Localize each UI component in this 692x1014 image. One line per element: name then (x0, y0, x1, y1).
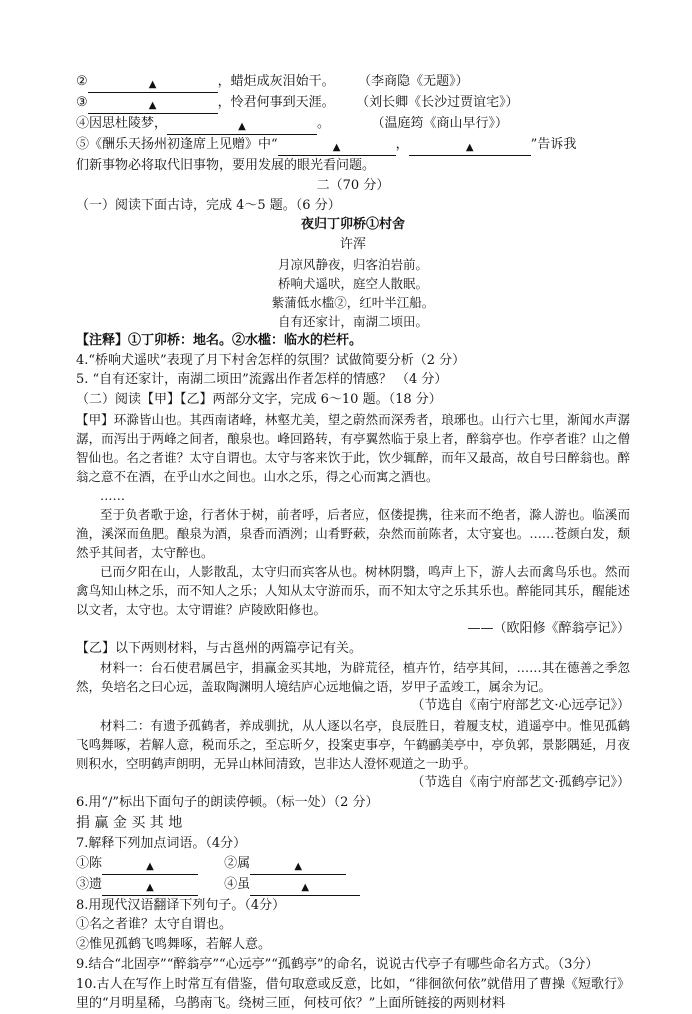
passage-jia-p1: 【甲】环滁皆山也。其西南诸峰，林壑尤美，望之蔚然而深秀者，琅琊也。山行六七里，渐闻水声潺潺，而泻出于两峰之间者，酿泉也。峰回路转，有亭翼然临于泉上者，醉翁亭也。作亭者谁？山之僧智仙也。名之者谁？太守自谓也。太守与客来饮于此，饮少辄醉，而年又最高，故自号曰醉翁也。醉翁之意不在酒，在乎山水之间也。山水之乐，得之心而寓之酒也。 (76, 411, 630, 484)
poem-notes: 【注释】①丁卯桥：地名。②水槛：临水的栏杆。 (76, 332, 363, 348)
triangle-icon (466, 142, 474, 153)
passage-jia-p3: 已而夕阳在山，人影散乱，太守归而宾客从也。树林阴翳，鸣声上下，游人去而禽鸟乐也。然而禽鸟知山林之乐，而不知人之乐；人知从太守游而乐，而不知太守之乐其乐也。醉能同其乐，醒能述以文者，太守也。太守谓谁？庐陵欧阳修也。 (76, 563, 630, 617)
question-8: 8.用现代汉语翻译下列句子。（4分） (76, 897, 286, 913)
question-7: 7.解释下列加点词语。（4分） (76, 835, 247, 851)
question-8-item-1: ①名之者谁？太守自谓也。 (76, 917, 233, 933)
poem-line: 紫蒲低水槛②，红叶半江船。 (271, 294, 435, 310)
passage-yi-material-2: 材料二：有遗予孤鹤者，养成驯扰，从人逐以名亭，良辰胜日，着履支杖，逍遥亭中。惟见孤鹤飞鸣舞啄，若解人意，税而乐之，至忘昕夕，投案吏事亭，午鹤鹂美亭中，亭负郭，景影隅延，月夜则积水，空明鹤声朗明，无异山林间清致，岂非达人澄怀观道之一助乎。 (76, 718, 630, 771)
question-5: 5. “自有还家计，南湖二顷田”流露出作者怎样的情感？ （4 分） (76, 372, 448, 388)
fill-q5-cont: 们新事物必将取代旧事物，要用发展的眼光看问题。 (76, 158, 376, 173)
triangle-icon (238, 121, 246, 132)
passage-yi-intro: 【乙】以下两则材料，与古邕州的两篇亭记有关。 (76, 640, 363, 656)
answer-blank[interactable] (250, 881, 360, 896)
passage-jia-source: ——（欧阳修《醉翁亭记》） (467, 620, 630, 636)
answer-blank[interactable] (88, 99, 218, 114)
answer-blank[interactable] (167, 120, 317, 135)
question-8-item-2: ②惟见孤鹤飞鸣舞啄，若解人意。 (76, 937, 272, 953)
question-10: 10.古人在写作上时常互有借鉴，借句取意或反意，比如，“徘徊欲何依”就借用了曹操《短歌行》里的“月明星稀，乌鹊南飞。绕树三匝，何枝可依？”上面所链接的两则材料 (76, 976, 630, 1012)
question-6: 6.用“/”标出下面句子的朗读停顿。（标一处）（2 分） (76, 794, 379, 810)
triangle-icon (146, 882, 154, 893)
question-6-sentence[interactable]: 捐 赢 金 买 其 地 (76, 814, 183, 831)
passage-yi-material-1: 材料一：台石使君属邑宇，捐赢金买其地，为辟荒径，植卉竹，结亭其间，……其在德善之季忽然，奂培名之曰心远，盖取陶渊明人境结庐心远地偏之语，岁甲子孟竣工，属余为记。 (76, 660, 630, 695)
poem-title: 夜归丁卯桥①村舍 (300, 217, 405, 233)
fill-q3: ③▲ ，怜君何事到天涯。 （刘长卿《长沙过贾谊宅》） (76, 93, 630, 114)
fill-q4: ④因思杜陵梦，▲ 。 （温庭筠《商山早行》） (76, 114, 630, 135)
part1-heading: （一）阅读下面古诗，完成 4～5 题。（6 分） (76, 197, 341, 213)
answer-blank[interactable] (102, 860, 198, 875)
question-4: 4.“桥响犬遥吠”表现了月下村舍怎样的氛围？试做简要分析（2 分） (76, 352, 466, 368)
material-2-source: （节选自《南宁府部艺文·孤鹤亭记》） (411, 775, 630, 790)
passage-jia-p2: 至于负者歌于途，行者休于树，前者呼，后者应，伛偻提携，往来而不绝者，滁人游也。临溪而渔，溪深而鱼肥。酿泉为酒，泉香而酒洌；山肴野蔌，杂然而前陈者，太守宴也。……苍颜白发，颓然乎其间者，太守醉也。 (76, 506, 630, 560)
fill-q2: ②▲ ，蜡炬成灰泪始干。 （李商隐《无题》） (76, 72, 630, 93)
answer-blank[interactable] (409, 141, 531, 156)
passage-jia-dots: …… (100, 487, 125, 503)
poem-line: 月凉风静夜，归客泊岩前。 (277, 256, 428, 272)
material-1-source: （节选自《南宁府部艺文·心远亭记》） (411, 698, 630, 714)
triangle-icon (149, 100, 157, 111)
fill-q5: ⑤《酬乐天扬州初逢席上见赠》中“▲ ，▲ ”告诉我 (76, 135, 630, 156)
answer-blank[interactable] (88, 78, 218, 93)
q2-num: ② (76, 74, 88, 89)
section-header: 二（70 分） (316, 177, 390, 193)
answer-blank[interactable] (250, 860, 346, 875)
triangle-icon (146, 861, 154, 872)
triangle-icon (333, 142, 341, 153)
answer-blank[interactable] (102, 881, 198, 896)
poem-line: 桥响犬遥吠，庭空人散眠。 (277, 275, 428, 291)
triangle-icon (294, 861, 302, 872)
triangle-icon (301, 882, 309, 893)
part2-heading: （二）阅读【甲】【乙】两部分文字，完成 6～10 题。（18 分） (76, 392, 442, 407)
poem-author: 许浑 (339, 237, 366, 252)
question-7-row-2: ③遗▲ ④虽▲ (76, 875, 630, 896)
poem-line: 自有还家计，南湖二顷田。 (277, 313, 428, 329)
answer-blank[interactable] (278, 141, 396, 156)
question-9: 9.结合“北固亭”“醉翁亭”“心远亭”“孤鹤亭”的命名，说说古代亭子有哪些命名方式。（3分） (76, 956, 599, 972)
question-7-row-1: ①陈▲ ②属▲ (76, 854, 630, 875)
poem-body (76, 255, 630, 331)
triangle-icon (149, 79, 157, 90)
